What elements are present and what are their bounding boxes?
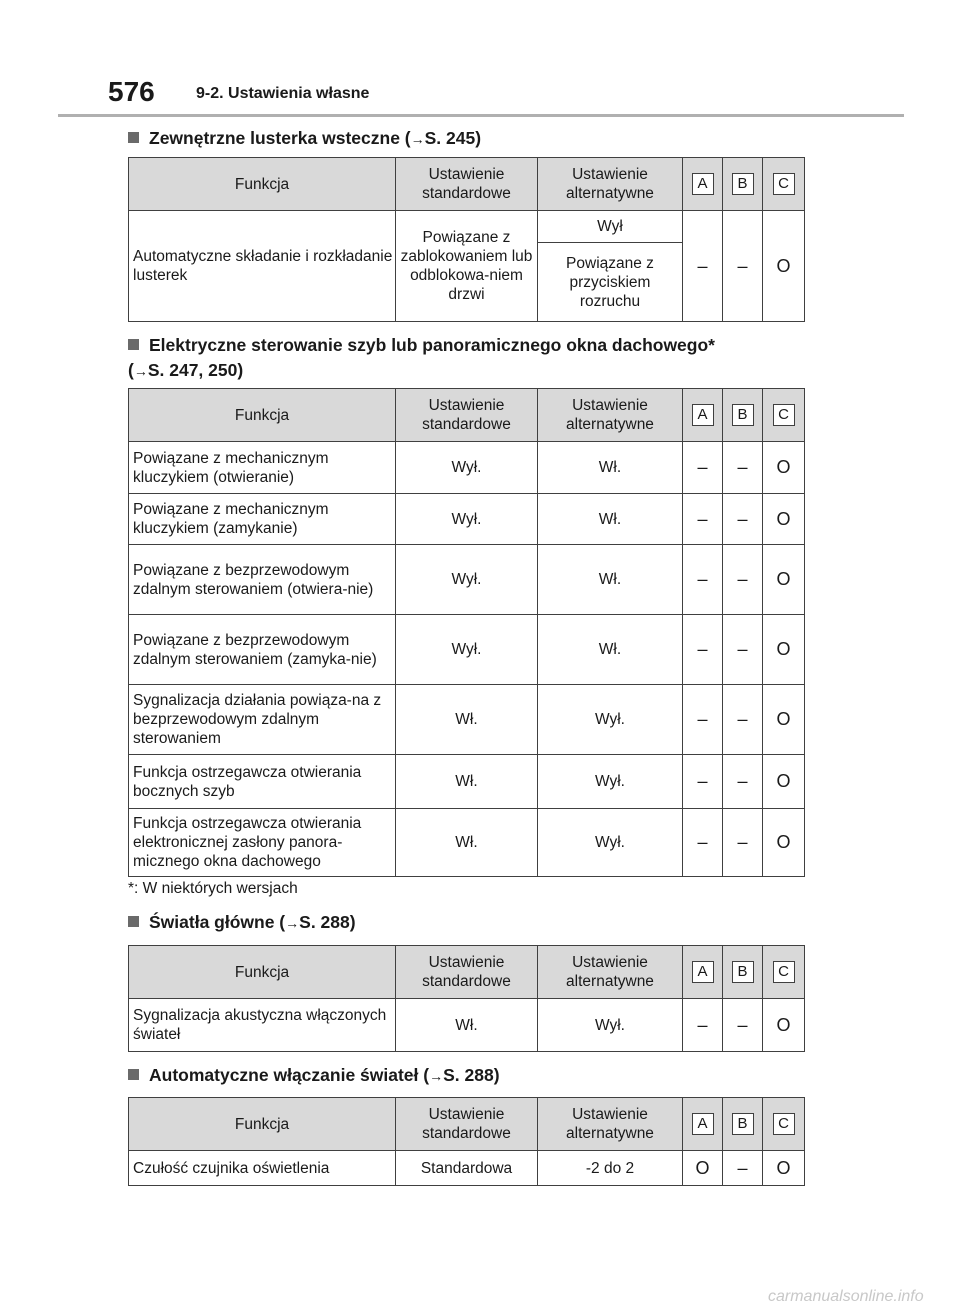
table-row: Sygnalizacja działania powiąza-na z bezprzewodowym zdalnym sterowaniem Wł. Wył. – – O bbox=[129, 685, 805, 755]
header-a: A bbox=[692, 173, 714, 195]
table-mirrors bbox=[128, 157, 805, 322]
cell-function: Automatyczne składanie i rozkładanie lusterek bbox=[129, 211, 396, 322]
cell-c: O bbox=[763, 211, 805, 322]
header-funkcja: Funkcja bbox=[129, 1098, 396, 1151]
header-standard: Ustawienie standardowe bbox=[396, 158, 538, 211]
arrow-right-icon: → bbox=[133, 363, 148, 379]
table-row: Funkcja ostrzegawcza otwierania elektronicznej zasłony panora-micznego okna dachowego Wł. Wył. – – O bbox=[129, 809, 805, 877]
bullet-square-icon bbox=[128, 916, 139, 927]
bullet-square-icon bbox=[128, 1069, 139, 1080]
table-row: Funkcja ostrzegawcza otwierania bocznych szyb Wł. Wył. – – O bbox=[129, 755, 805, 809]
header-b: B bbox=[732, 173, 754, 195]
table-row: Czułość czujnika oświetlenia Standardowa -2 do 2 O – O bbox=[129, 1151, 805, 1186]
header-b: B bbox=[732, 404, 754, 426]
header-standard: Ustawienie standardowe bbox=[396, 946, 538, 999]
arrow-right-icon: → bbox=[429, 1068, 444, 1084]
header-c: C bbox=[773, 961, 795, 983]
cell-alternative-1: Wył bbox=[538, 211, 683, 243]
header-funkcja: Funkcja bbox=[129, 389, 396, 442]
section-heading-windows: Elektryczne sterowanie szyb lub panoramicznego okna dachowego* (→S. 247, 250) bbox=[128, 335, 715, 380]
header-c: C bbox=[773, 404, 795, 426]
table-row: Powiązane z mechanicznym kluczykiem (zamykanie) Wył. Wł. – – O bbox=[129, 494, 805, 545]
watermark: carmanualsonline.info bbox=[768, 1288, 924, 1305]
bullet-square-icon bbox=[128, 339, 139, 350]
section-heading-auto-lights: Automatyczne włączanie świateł (→S. 288) bbox=[128, 1064, 500, 1087]
cell-a: – bbox=[683, 211, 723, 322]
table-row: Sygnalizacja akustyczna włączonych świateł Wł. Wył. – – O bbox=[129, 999, 805, 1052]
header-b: B bbox=[732, 961, 754, 983]
cell-standard: Powiązane z zablokowaniem lub odblokowa-niem drzwi bbox=[396, 211, 538, 322]
page-number: 576 bbox=[108, 76, 155, 107]
arrow-right-icon: → bbox=[410, 131, 425, 147]
header-c: C bbox=[773, 1113, 795, 1135]
header-rule bbox=[58, 114, 904, 117]
header-alternative: Ustawienie alternatywne bbox=[538, 389, 683, 442]
cell-alternative-2: Powiązane z przyciskiem rozruchu bbox=[538, 243, 683, 322]
table-windows bbox=[128, 388, 805, 877]
chapter-title: 9-2. Ustawienia własne bbox=[196, 85, 370, 102]
section-heading-headlights: Światła główne (→S. 288) bbox=[128, 911, 356, 934]
section-heading-mirrors: Zewnętrzne lusterka wsteczne (→S. 245) bbox=[128, 127, 481, 150]
footnote: *: W niektórych wersjach bbox=[128, 880, 298, 897]
header-standard: Ustawienie standardowe bbox=[396, 1098, 538, 1151]
cell-b: – bbox=[723, 211, 763, 322]
header-a: A bbox=[692, 961, 714, 983]
bullet-square-icon bbox=[128, 132, 139, 143]
header-a: A bbox=[692, 404, 714, 426]
arrow-right-icon: → bbox=[285, 915, 300, 931]
table-row: Powiązane z mechanicznym kluczykiem (otwieranie) Wył. Wł. – – O bbox=[129, 442, 805, 494]
header-funkcja: Funkcja bbox=[129, 158, 396, 211]
header-funkcja: Funkcja bbox=[129, 946, 396, 999]
header-b: B bbox=[732, 1113, 754, 1135]
header-alternative: Ustawienie alternatywne bbox=[538, 158, 683, 211]
table-auto-lights bbox=[128, 1097, 805, 1186]
header-alternative: Ustawienie alternatywne bbox=[538, 1098, 683, 1151]
header-c: C bbox=[773, 173, 795, 195]
header-standard: Ustawienie standardowe bbox=[396, 389, 538, 442]
header-alternative: Ustawienie alternatywne bbox=[538, 946, 683, 999]
table-headlights bbox=[128, 945, 805, 1052]
table-row: Powiązane z bezprzewodowym zdalnym sterowaniem (otwiera-nie) Wył. Wł. – – O bbox=[129, 545, 805, 615]
table-row: Powiązane z bezprzewodowym zdalnym sterowaniem (zamyka-nie) Wył. Wł. – – O bbox=[129, 615, 805, 685]
header-a: A bbox=[692, 1113, 714, 1135]
